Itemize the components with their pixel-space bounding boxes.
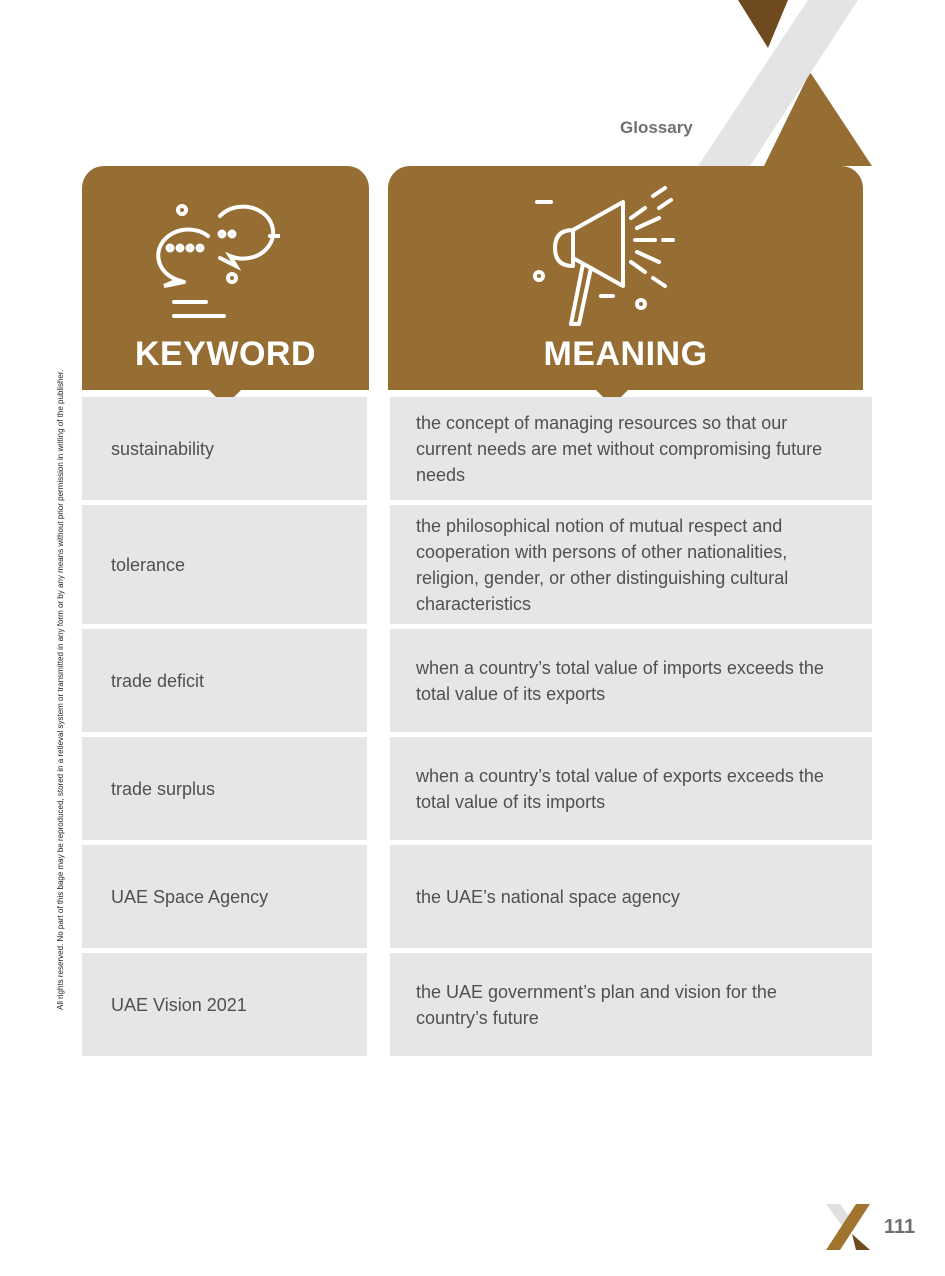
table-row xyxy=(82,505,872,624)
meaning-title: MEANING xyxy=(543,335,708,373)
table-row xyxy=(82,397,872,500)
keyword-cell: trade surplus xyxy=(82,737,367,840)
keyword-title: KEYWORD xyxy=(134,335,317,373)
meaning-header xyxy=(388,166,863,390)
keyword-cell: UAE Vision 2021 xyxy=(82,953,367,1056)
table-row xyxy=(82,953,872,1056)
section-label: Glossary xyxy=(620,118,693,137)
glossary-table xyxy=(82,397,872,1061)
meaning-cell: the philosophical notion of mutual respect and cooperation with persons of other nationalities, religion, gender, or other distinguishing cultural characteristics xyxy=(390,505,872,624)
keyword-cell: sustainability xyxy=(82,397,367,500)
keyword-cell: UAE Space Agency xyxy=(82,845,367,948)
meaning-cell: when a country’s total value of exports exceeds the total value of its imports xyxy=(390,737,872,840)
speech-bubbles-icon xyxy=(150,196,280,326)
table-row xyxy=(82,845,872,948)
keyword-header xyxy=(82,166,369,390)
meaning-cell: the concept of managing resources so that our current needs are met without compromising future needs xyxy=(390,397,872,500)
table-row xyxy=(82,737,872,840)
meaning-cell: the UAE’s national space agency xyxy=(390,845,872,948)
copyright-notice: All rights reserved. No part of this bage may be reproduced, stored in a retieval system or transmitted in any form or by any means without prior permission in writing of the publisher. xyxy=(56,369,65,1010)
keyword-cell: trade deficit xyxy=(82,629,367,732)
megaphone-icon xyxy=(533,178,713,338)
table-row xyxy=(82,629,872,732)
keyword-cell: tolerance xyxy=(82,505,367,624)
meaning-cell: when a country’s total value of imports exceeds the total value of its exports xyxy=(390,629,872,732)
page-number: 111 xyxy=(884,1216,916,1238)
meaning-cell: the UAE government’s plan and vision for the country’s future xyxy=(390,953,872,1056)
footer-logo-icon xyxy=(826,1204,872,1250)
corner-decoration xyxy=(690,0,880,170)
